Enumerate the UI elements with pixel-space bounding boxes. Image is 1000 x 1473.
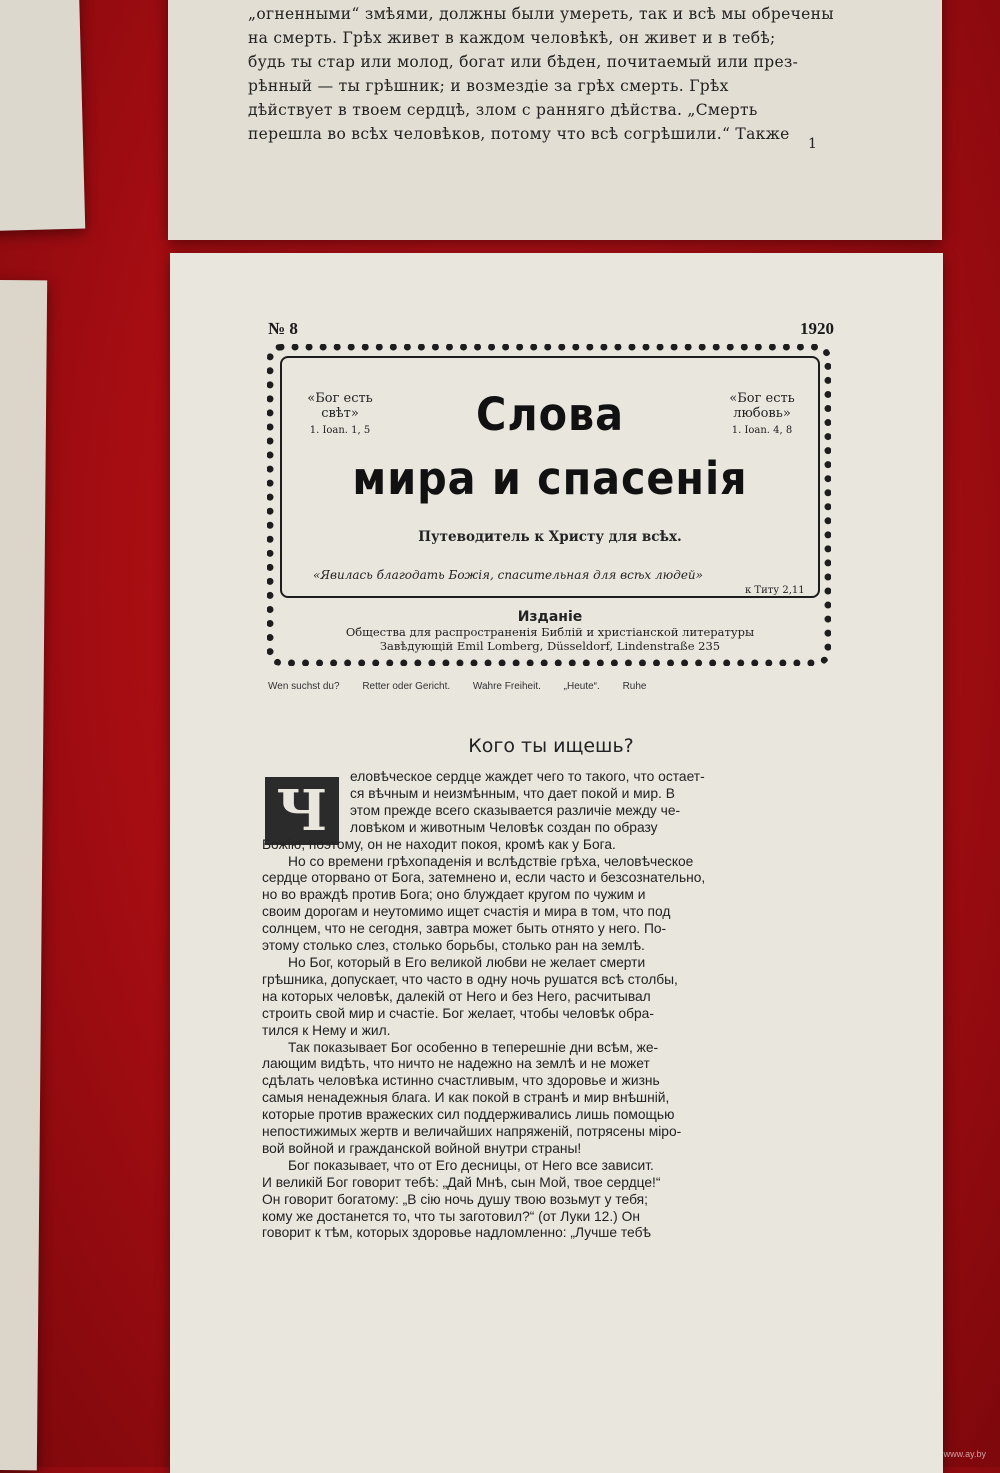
top-line: будь ты стар или молод, богат или бѣден, почитаемый или през- xyxy=(248,53,799,71)
quote-left-text: «Бог есть свѣт» xyxy=(307,391,373,421)
top-line: дѣйствует в твоем сердцѣ, злом с ранняго дѣйства. „Смерть xyxy=(248,101,758,119)
watermark: www.ay.by xyxy=(943,1449,986,1459)
top-line: рѣнный — ты грѣшник; и возмездіе за грѣх смерть. Грѣх xyxy=(248,77,729,95)
title-line-1: Слова xyxy=(476,388,624,441)
subtitle: Путеводитель к Христу для всѣх. xyxy=(418,529,682,545)
left-sheet-top xyxy=(0,0,85,231)
main-sheet-page xyxy=(170,253,943,1473)
top-sheet-page xyxy=(168,0,942,240)
article-line: сдѣлать человѣка истинно счастливым, что здоровье и жизнь xyxy=(262,1073,660,1089)
issue-title: „Heute“. xyxy=(563,681,600,692)
issue-title-list xyxy=(268,681,838,692)
quote-left-ref: 1. Ioan. 1, 5 xyxy=(309,425,371,436)
top-line: „огненными“ змѣями, должны были умереть, так и всѣ мы обречены xyxy=(248,5,834,23)
top-line: перешла во всѣх человѣков, потому что всѣ согрѣшили.“ Также xyxy=(248,125,790,143)
article-line: Божію, поэтому, он не находит покоя, кромѣ как у Бога. xyxy=(262,836,616,852)
article-line: которые против вражеских сил поддерживались лишь помощью xyxy=(262,1107,675,1123)
masthead-title xyxy=(329,383,771,511)
article-line: Но со времени грѣхопаденія и вслѣдствіе грѣха, человѣческое xyxy=(288,853,694,869)
article-line: Но Бог, который в Его великой любви не желает смерти xyxy=(288,954,646,970)
title-line-2: мира и спасенія xyxy=(352,452,748,505)
article-line: непостижимых жертв и величайших напряженій, потрясены міро- xyxy=(262,1124,682,1140)
publisher-line-1: Общества для распространенія Библій и христіанской литературы xyxy=(345,625,755,639)
motto: «Явилась благодать Божія, спасительная для всѣх людей» xyxy=(313,568,703,582)
publisher-line-2: Завѣдующій Emil Lomberg, Düsseldorf, Lindenstraße 235 xyxy=(379,639,721,653)
article-line: но во враждѣ против Бога; оно блуждает кругом по чужим и xyxy=(262,887,646,903)
article-line: своим дорогам и неутомимо ищет счастія и мира в том, что под xyxy=(262,904,671,920)
issue-title: Wen suchst du? xyxy=(268,681,340,692)
article-line: Бог показывает, что от Его десницы, от Него все зависит. xyxy=(288,1157,654,1173)
issue-number: № 8 xyxy=(268,319,298,338)
issue-title: Wahre Freiheit. xyxy=(472,681,541,692)
article-line: этому столько слез, столько борьбы, столько ран на землѣ. xyxy=(262,938,645,954)
article-line: кому же достанется то, что ты заготовил?“ (от Луки 12.) Он xyxy=(262,1208,640,1224)
article-line: солнцем, что не сегодня, завтра может быть отнято у него. По- xyxy=(262,921,667,937)
article-line: еловѣческое сердце жаждет чего то такого, что остает- xyxy=(350,769,705,784)
article-line: самыя ненадежныя блага. И как покой в странѣ и мир внѣшній, xyxy=(262,1090,670,1106)
article-line: ся вѣчным и неизмѣнным, что дает покой и мир. В xyxy=(350,785,675,801)
issue-title: Ruhe xyxy=(622,681,647,692)
article-line: этом прежде всего сказывается различіе между че- xyxy=(350,802,681,818)
article-line: грѣшника, допускает, что часто в одну ночь рушатся всѣ столбы, xyxy=(262,971,678,987)
top-line: на смерть. Грѣх живет в каждом человѣкѣ, он живет и в тебѣ; xyxy=(248,29,776,47)
article-line: сердце оторвано от Бога, затемнено и, если часто и безсознательно, xyxy=(262,870,706,886)
article-line: лающим видѣть, что ничто не надежно на землѣ и не может xyxy=(262,1056,650,1072)
article-line: на которых человѣк, далекій от Него и без Него, расчитывал xyxy=(262,988,651,1004)
left-sheet-bottom xyxy=(0,280,47,1471)
publisher-heading: Изданіе xyxy=(517,609,583,625)
article-title: Кого ты ищешь? xyxy=(468,735,634,757)
article-body xyxy=(262,769,837,1242)
article-line: тился к Нему и жил. xyxy=(262,1022,391,1038)
quote-right-ref: 1. Ioan. 4, 8 xyxy=(731,425,793,436)
article-line: И великій Бог говорит тебѣ: „Дай Мнѣ, сын Мой, твое сердце!“ xyxy=(262,1174,661,1190)
article-line: Так показывает Бог особенно в теперешніе дни всѣм, же- xyxy=(288,1039,659,1055)
article-line: ловѣком и животным Человѣк создан по образу xyxy=(350,819,658,835)
top-sheet-text xyxy=(248,2,888,146)
drop-cap-initial: Ч xyxy=(262,774,342,848)
page-number: 1 xyxy=(808,136,817,152)
quote-right-text: «Бог есть любовь» xyxy=(729,391,795,421)
issue-year: 1920 xyxy=(800,319,834,338)
article-line: вой войной и гражданской войной внутри страны! xyxy=(262,1140,582,1156)
issue-title: Retter oder Gericht. xyxy=(362,681,451,692)
publisher-block xyxy=(285,609,815,653)
motto-ref: к Титу 2,11 xyxy=(745,585,805,596)
article-line: строить свой мир и счастіе. Бог желает, чтобы человѣк обра- xyxy=(262,1005,654,1021)
article-line: Он говорит богатому: „В сію ночь душу твою возьмут у тебя; xyxy=(262,1191,648,1207)
article-line: говорит к тѣм, которых здоровье надломленно: „Лучше тебѣ xyxy=(262,1225,651,1241)
